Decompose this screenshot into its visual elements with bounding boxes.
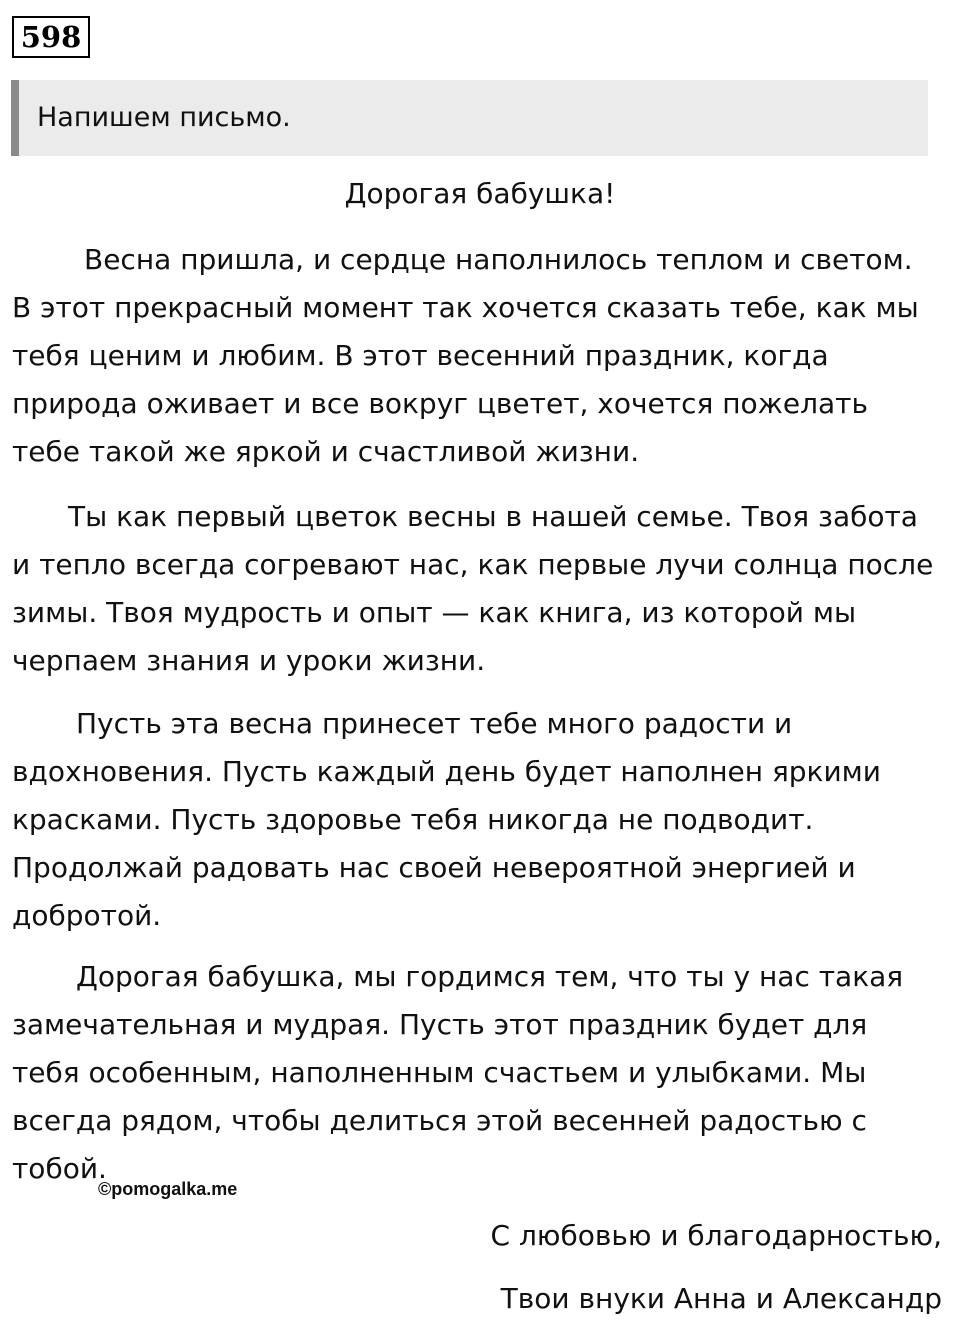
paragraph-4-line-4: всегда рядом, чтобы делиться этой весенней радостью с xyxy=(12,1104,867,1137)
paragraph-2-line-3: зимы. Твоя мудрость и опыт — как книга, из которой мы xyxy=(12,596,857,629)
paragraph-1-line-5: тебе такой же яркой и счастливой жизни. xyxy=(12,435,640,468)
paragraph-3-line-4: Продолжай радовать нас своей невероятной энергией и xyxy=(12,851,856,884)
letter-greeting: Дорогая бабушка! xyxy=(344,177,616,210)
paragraph-4-line-5: тобой. xyxy=(12,1152,107,1185)
letter-signature: Твои внуки Анна и Александр xyxy=(500,1282,942,1315)
watermark: ©pomogalka.me xyxy=(98,1179,238,1199)
paragraph-1-line-3: тебя ценим и любим. В этот весенний праздник, когда xyxy=(12,339,829,372)
paragraph-4-line-2: замечательная и мудрая. Пусть этот праздник будет для xyxy=(12,1008,868,1041)
paragraph-2-line-1: Ты как первый цветок весны в нашей семье. Твоя забота xyxy=(68,500,918,533)
paragraph-2-line-4: черпаем знания и уроки жизни. xyxy=(12,644,486,677)
paragraph-3-line-5: добротой. xyxy=(12,899,162,932)
letter-closing: С любовью и благодарностью, xyxy=(490,1219,942,1252)
task-prompt-bar xyxy=(11,80,928,156)
paragraph-3-line-3: красками. Пусть здоровье тебя никогда не подводит. xyxy=(12,803,814,836)
task-number: 598 xyxy=(12,16,90,58)
paragraph-1-line-2: В этот прекрасный момент так хочется сказать тебе, как мы xyxy=(12,291,919,324)
paragraph-3-line-1: Пусть эта весна принесет тебе много радости и xyxy=(76,707,793,740)
task-prompt: Напишем письмо. xyxy=(37,102,291,133)
paragraph-4-line-1: Дорогая бабушка, мы гордимся тем, что ты у нас такая xyxy=(76,960,904,993)
paragraph-1-line-4: природа оживает и все вокруг цветет, хочется пожелать xyxy=(12,387,868,420)
paragraph-2-line-2: и тепло всегда согревают нас, как первые лучи солнца после xyxy=(12,548,934,581)
paragraph-1-line-1: Весна пришла, и сердце наполнилось теплом и светом. xyxy=(84,243,913,276)
paragraph-4-line-3: тебя особенным, наполненным счастьем и улыбками. Мы xyxy=(12,1056,867,1089)
paragraph-3-line-2: вдохновения. Пусть каждый день будет наполнен яркими xyxy=(12,755,881,788)
